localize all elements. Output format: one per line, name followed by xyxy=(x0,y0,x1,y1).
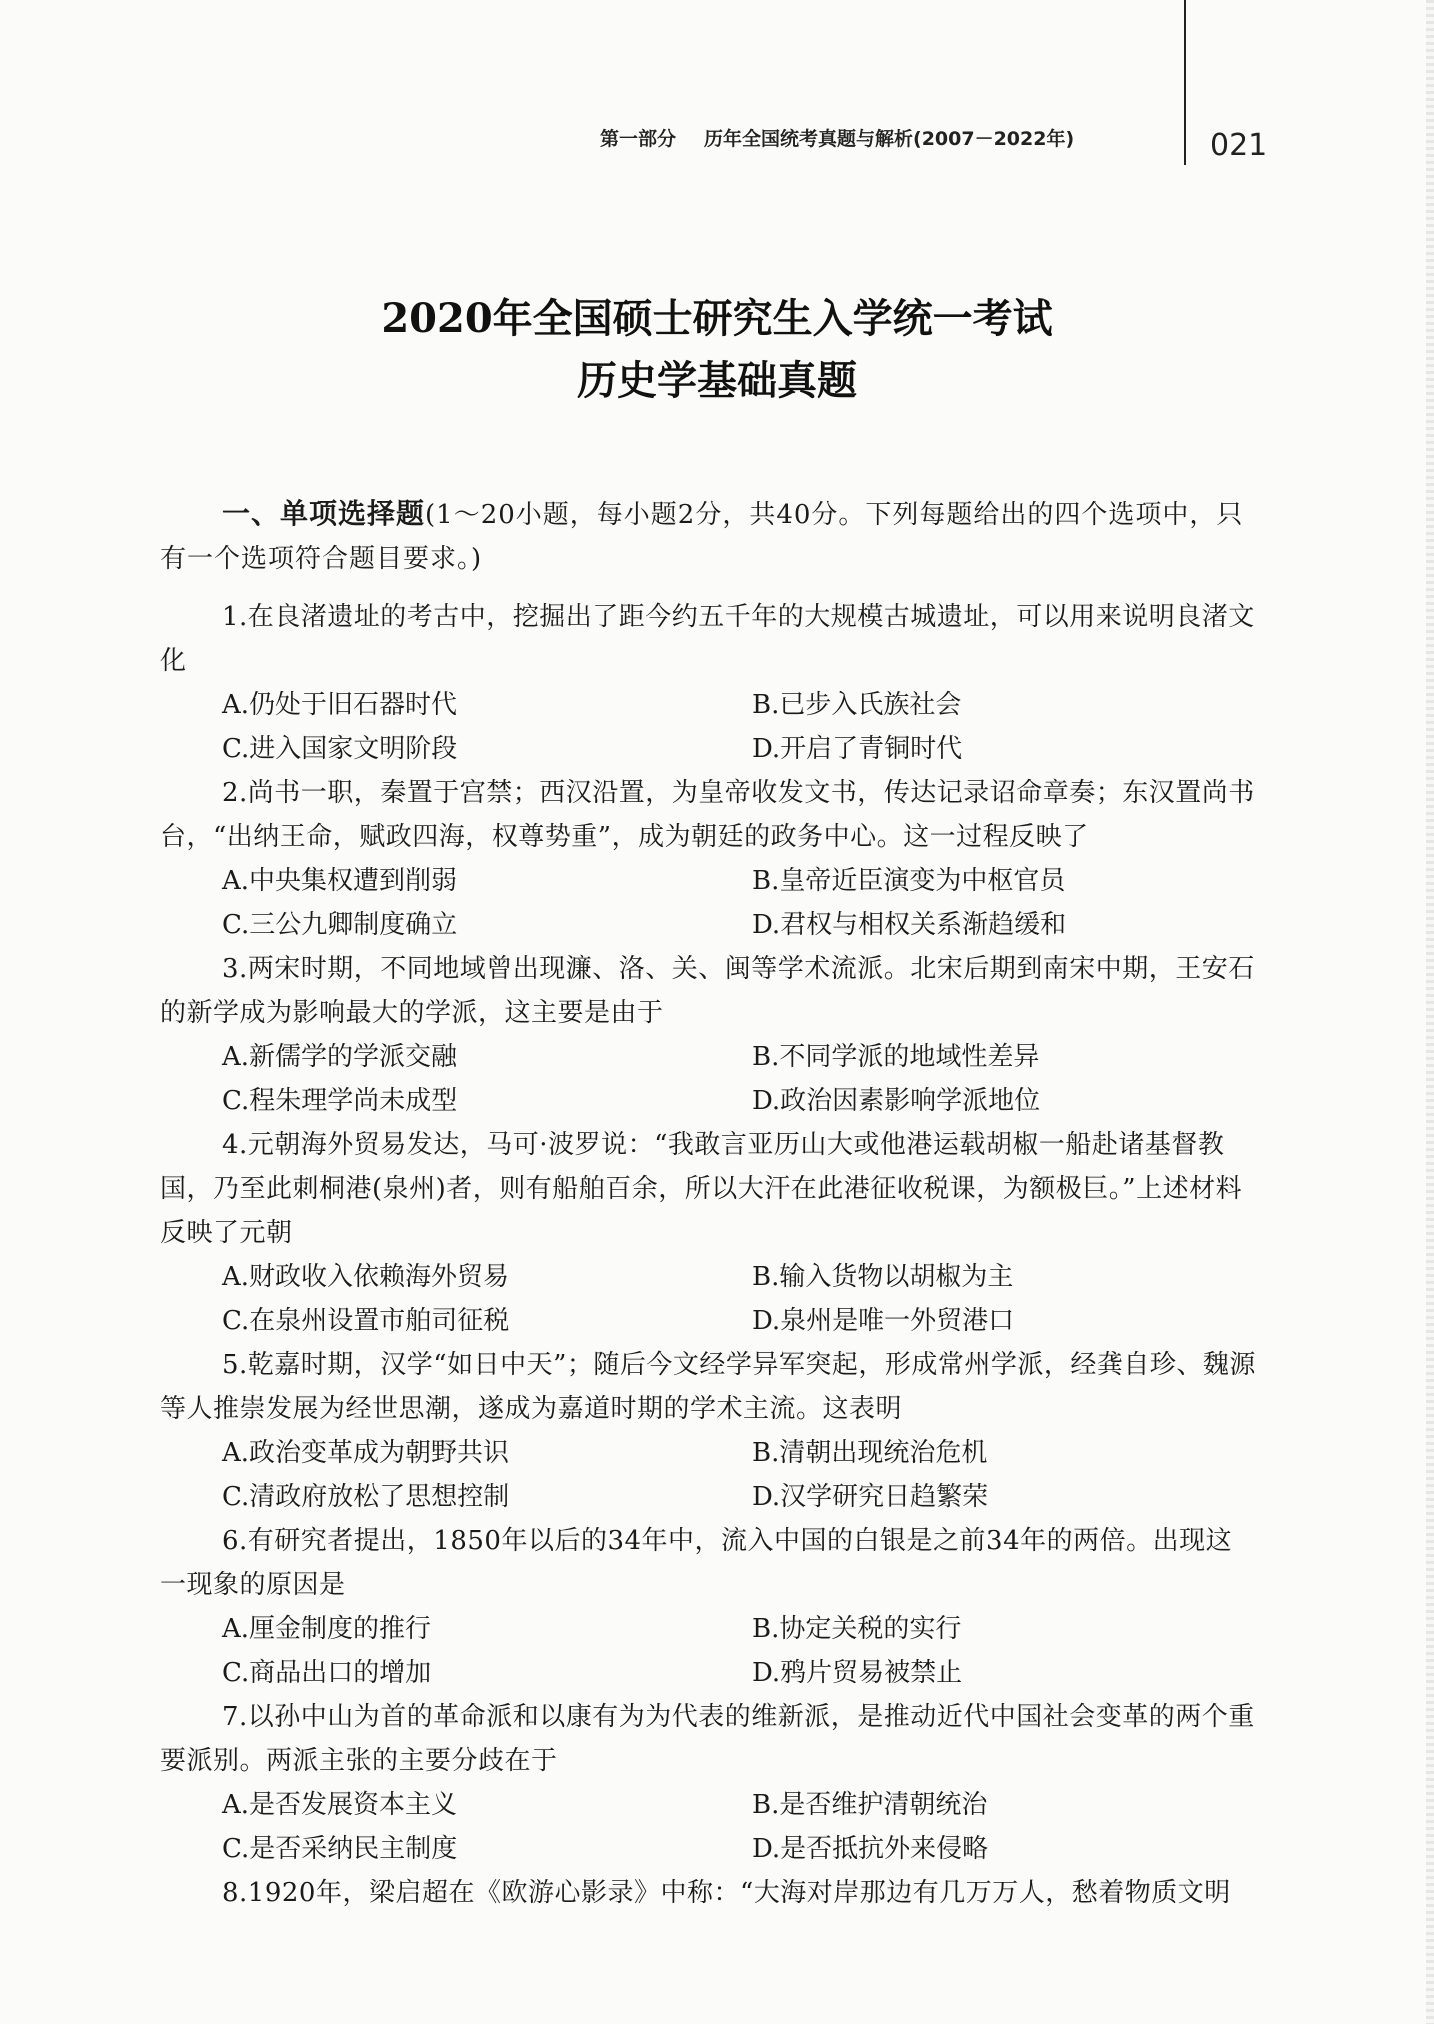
answer-options xyxy=(160,1431,1258,1519)
question-list xyxy=(160,595,1258,1915)
answer-option: C.程朱理学尚未成型 xyxy=(222,1086,458,1116)
answer-options xyxy=(160,859,1258,947)
question-stem: 8.1920年，梁启超在《欧游心影录》中称：“大海对岸那边有几万万人，愁着物质文明 xyxy=(222,1878,1231,1908)
answer-option: C.在泉州设置市舶司征税 xyxy=(222,1306,510,1336)
answer-options xyxy=(160,1783,1258,1871)
exam-content xyxy=(160,492,1258,1915)
answer-options xyxy=(160,683,1258,771)
answer-option: C.进入国家文明阶段 xyxy=(222,734,458,764)
answer-option: A.新儒学的学派交融 xyxy=(222,1042,458,1072)
answer-option: D.君权与相权关系渐趋缓和 xyxy=(752,910,1067,940)
exam-title xyxy=(0,288,1434,412)
exam-title-line1: 2020年全国硕士研究生入学统一考试 xyxy=(381,295,1053,342)
answer-option: D.开启了青铜时代 xyxy=(752,734,963,764)
answer-option: A.仍处于旧石器时代 xyxy=(222,690,458,720)
answer-option: C.清政府放松了思想控制 xyxy=(222,1482,510,1512)
answer-option: B.不同学派的地域性差异 xyxy=(752,1042,1040,1072)
answer-option: C.商品出口的增加 xyxy=(222,1658,432,1688)
question-stem: 5.乾嘉时期，汉学“如日中天”；随后今文经学异军突起，形成常州学派，经龚自珍、魏源等人推崇发展为经世思潮，遂成为嘉道时期的学术主流。这表明 xyxy=(160,1350,1256,1424)
section-instructions: (1～20小题，每小题2分，共40分。下列每题给出的四个选项中，只有一个选项符合题目要求。) xyxy=(160,500,1244,574)
question-stem: 3.两宋时期，不同地域曾出现濂、洛、关、闽等学术流派。北宋后期到南宋中期，王安石的新学成为影响最大的学派，这主要是由于 xyxy=(160,954,1255,1028)
answer-option: C.是否采纳民主制度 xyxy=(222,1834,458,1864)
answer-option: B.协定关税的实行 xyxy=(752,1614,962,1644)
answer-option: C.三公九卿制度确立 xyxy=(222,910,458,940)
answer-option: B.清朝出现统治危机 xyxy=(752,1438,988,1468)
section-heading xyxy=(160,492,1258,581)
question-item xyxy=(160,595,1258,771)
header-book-title: 历年全国统考真题与解析(2007－2022年) xyxy=(704,128,1075,150)
answer-option: D.政治因素影响学派地位 xyxy=(752,1086,1041,1116)
answer-options xyxy=(160,1255,1258,1343)
question-item xyxy=(160,1695,1258,1871)
question-stem: 6.有研究者提出，1850年以后的34年中，流入中国的白银是之前34年的两倍。出现这一现象的原因是 xyxy=(160,1526,1233,1600)
answer-option: A.是否发展资本主义 xyxy=(222,1790,458,1820)
question-item xyxy=(160,1343,1258,1519)
section-title: 一、单项选择题 xyxy=(222,497,426,530)
question-stem: 7.以孙中山为首的革命派和以康有为为代表的维新派，是推动近代中国社会变革的两个重要派别。两派主张的主要分歧在于 xyxy=(160,1702,1255,1776)
answer-options xyxy=(160,1607,1258,1695)
answer-option: D.汉学研究日趋繁荣 xyxy=(752,1482,989,1512)
answer-option: B.已步入氏族社会 xyxy=(752,690,962,720)
answer-option: A.中央集权遭到削弱 xyxy=(222,866,458,896)
answer-option: B.是否维护清朝统治 xyxy=(752,1790,988,1820)
running-header xyxy=(600,124,1160,151)
header-part: 第一部分 xyxy=(600,128,677,150)
answer-option: D.泉州是唯一外贸港口 xyxy=(752,1306,1015,1336)
answer-options xyxy=(160,1035,1258,1123)
answer-option: A.厘金制度的推行 xyxy=(222,1614,432,1644)
question-stem: 2.尚书一职，秦置于宫禁；西汉沿置，为皇帝收发文书，传达记录诏命章奏；东汉置尚书台，“出纳王命，赋政四海，权尊势重”，成为朝廷的政务中心。这一过程反映了 xyxy=(160,778,1255,852)
exam-title-line2: 历史学基础真题 xyxy=(577,357,857,404)
question-stem: 4.元朝海外贸易发达，马可·波罗说：“我敢言亚历山大或他港运载胡椒一船赴诸基督教国，乃至此刺桐港(泉州)者，则有船舶百余，所以大汗在此港征收税课，为额极巨。”上述材料反映了元朝 xyxy=(160,1130,1243,1248)
answer-option: A.政治变革成为朝野共识 xyxy=(222,1438,510,1468)
question-item xyxy=(160,947,1258,1123)
question-item xyxy=(160,1123,1258,1343)
answer-option: B.皇帝近臣演变为中枢官员 xyxy=(752,866,1066,896)
answer-option: A.财政收入依赖海外贸易 xyxy=(222,1262,510,1292)
header-vertical-rule xyxy=(1184,0,1186,165)
question-item xyxy=(160,1871,1258,1915)
answer-option: B.输入货物以胡椒为主 xyxy=(752,1262,1014,1292)
answer-option: D.鸦片贸易被禁止 xyxy=(752,1658,963,1688)
page-number: 021 xyxy=(1210,128,1268,163)
question-item xyxy=(160,1519,1258,1695)
question-item xyxy=(160,771,1258,947)
question-stem: 1.在良渚遗址的考古中，挖掘出了距今约五千年的大规模古城遗址，可以用来说明良渚文化 xyxy=(160,602,1255,676)
answer-option: D.是否抵抗外来侵略 xyxy=(752,1834,989,1864)
